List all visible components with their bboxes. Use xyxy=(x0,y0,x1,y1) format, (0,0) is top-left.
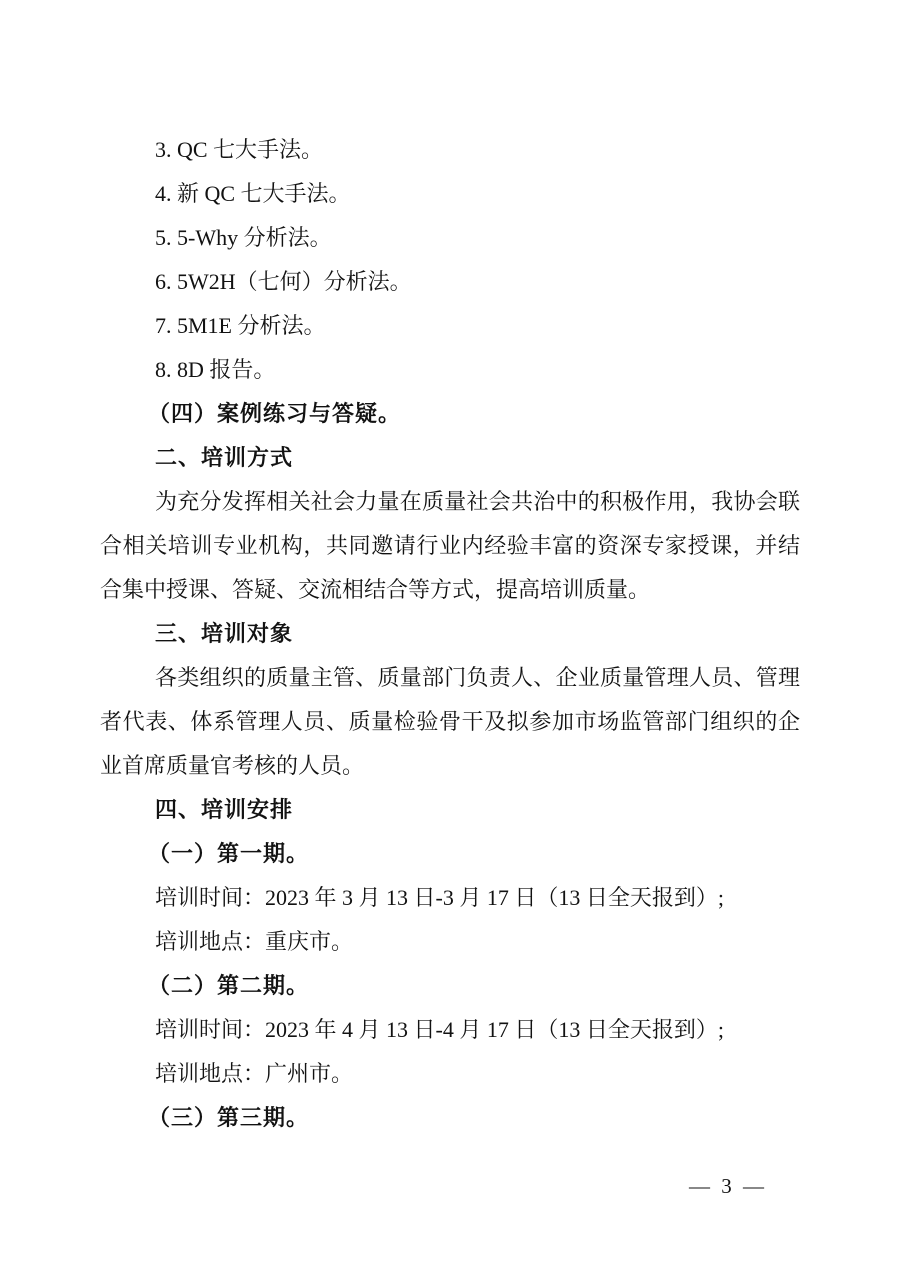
page-number: — 3 — xyxy=(689,1174,767,1198)
section-heading-training-schedule: 四、培训安排 xyxy=(155,797,294,822)
paragraph-training-audience: 各类组织的质量主管、质量部门负责人、企业质量管理人员、管理者代表、体系管理人员、质量检验骨干及拟参加市场监管部门组织的企业首席质量官考核的人员。 xyxy=(100,665,800,778)
list-item-8: 8. 8D 报告。 xyxy=(155,357,276,382)
session-1-title: （一）第一期。 xyxy=(148,841,310,866)
session-1-place: 培训地点：重庆市。 xyxy=(155,929,354,954)
list-item-5: 5. 5-Why 分析法。 xyxy=(155,225,332,250)
document-content xyxy=(100,128,800,1140)
sub-heading-case-practice: （四）案例练习与答疑。 xyxy=(148,401,402,426)
section-heading-training-audience: 三、培训对象 xyxy=(155,621,294,646)
section-heading-training-method: 二、培训方式 xyxy=(155,445,294,470)
list-item-6: 6. 5W2H（七何）分析法。 xyxy=(155,269,412,294)
session-1-time: 培训时间：2023 年 3 月 13 日-3 月 17 日（13 日全天报到）; xyxy=(155,885,724,910)
list-item-4: 4. 新 QC 七大手法。 xyxy=(155,181,351,206)
session-2-title: （二）第二期。 xyxy=(148,973,310,998)
session-2-place: 培训地点：广州市。 xyxy=(155,1061,354,1086)
paragraph-training-method: 为充分发挥相关社会力量在质量社会共治中的积极作用，我协会联合相关培训专业机构，共同邀请行业内经验丰富的资深专家授课，并结合集中授课、答疑、交流相结合等方式，提高培训质量。 xyxy=(100,489,800,602)
session-3-title: （三）第三期。 xyxy=(148,1105,310,1130)
list-item-7: 7. 5M1E 分析法。 xyxy=(155,313,326,338)
session-2-time: 培训时间：2023 年 4 月 13 日-4 月 17 日（13 日全天报到）; xyxy=(155,1017,724,1042)
list-item-3: 3. QC 七大手法。 xyxy=(155,137,324,162)
